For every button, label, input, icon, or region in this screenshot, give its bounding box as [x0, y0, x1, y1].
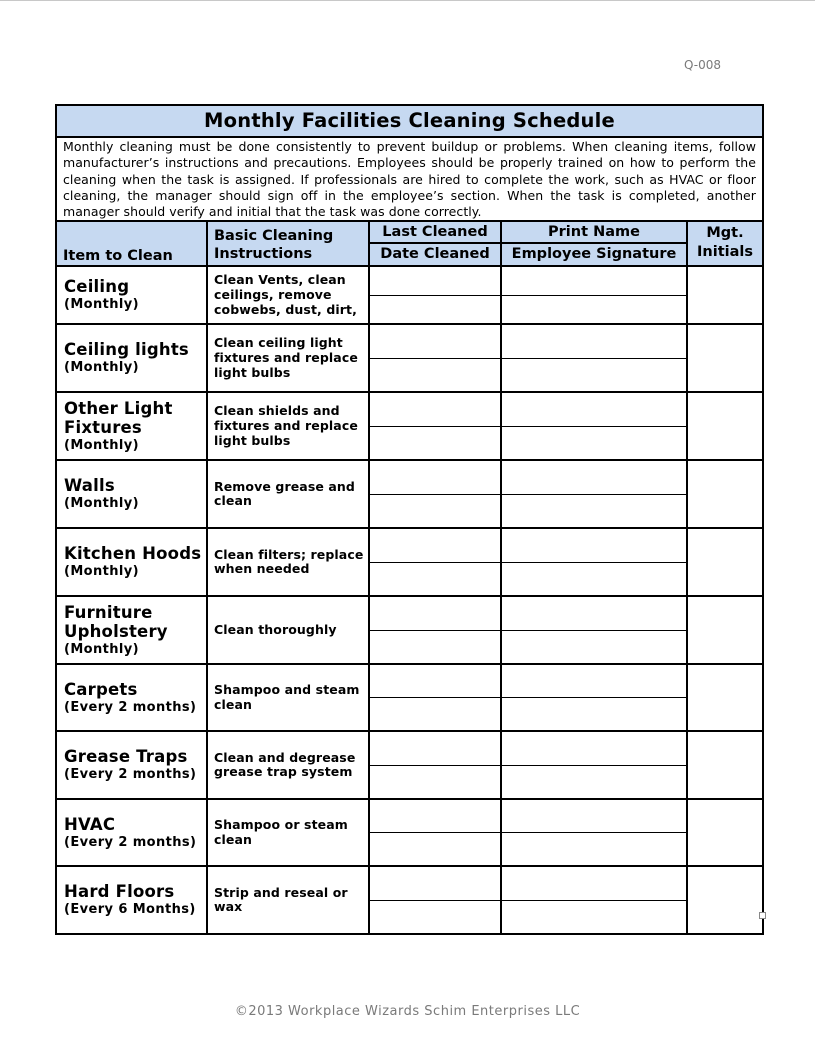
date-cleaned-field-cell: [369, 799, 501, 866]
item-name: Grease Traps: [64, 747, 188, 767]
date-cleaned-field-top[interactable]: [370, 800, 500, 833]
task-row: [56, 460, 763, 528]
item-cell: [56, 596, 207, 664]
employee-signature-field-bottom[interactable]: [502, 495, 686, 527]
date-cleaned-field-top[interactable]: [370, 267, 500, 296]
task-row: [56, 392, 763, 460]
item-name-line2: Upholstery: [64, 621, 168, 641]
date-cleaned-field-cell: [369, 266, 501, 324]
date-cleaned-field-top[interactable]: [370, 529, 500, 563]
employee-signature-field-bottom[interactable]: [502, 833, 686, 865]
item-name: Furniture: [64, 602, 153, 622]
item-cell: [56, 266, 207, 324]
employee-signature-field-cell: [501, 528, 687, 596]
header-item-to-clean: Item to Clean: [56, 221, 207, 266]
header-mgt-initials: [687, 221, 763, 266]
header-mgt-line1: Mgt.: [706, 225, 744, 242]
instructions-cell: Clean ceiling light fixtures and replace light bulbs: [207, 324, 369, 392]
mgt-initials-field[interactable]: [687, 266, 763, 324]
item-cell: [56, 799, 207, 866]
item-frequency: (Monthly): [64, 564, 140, 580]
employee-signature-field-cell: [501, 460, 687, 528]
employee-signature-field-cell: [501, 266, 687, 324]
header-basic-instructions: [207, 221, 369, 266]
employee-signature-field-top[interactable]: [502, 393, 686, 427]
instructions-cell: Clean filters; replace when needed: [207, 528, 369, 596]
item-frequency: (Monthly): [64, 496, 140, 512]
employee-signature-field-top[interactable]: [502, 325, 686, 359]
employee-signature-field-top[interactable]: [502, 267, 686, 296]
date-cleaned-field-top[interactable]: [370, 393, 500, 427]
date-cleaned-field-bottom[interactable]: [370, 766, 500, 798]
employee-signature-field-top[interactable]: [502, 597, 686, 631]
employee-signature-field-top[interactable]: [502, 665, 686, 698]
item-frequency: (Monthly): [64, 641, 140, 657]
employee-signature-field-cell: [501, 664, 687, 731]
date-cleaned-field-top[interactable]: [370, 732, 500, 766]
item-name: Walls: [64, 476, 115, 496]
instructions-cell: Shampoo or steam clean: [207, 799, 369, 866]
instructions-cell: Remove grease and clean: [207, 460, 369, 528]
instructions-cell: Strip and reseal or wax: [207, 866, 369, 934]
task-row: [56, 731, 763, 799]
task-row: [56, 596, 763, 664]
date-cleaned-field-cell: [369, 664, 501, 731]
header-last-cleaned: Last Cleaned: [370, 222, 500, 244]
intro-paragraph: Monthly cleaning must be done consistently to prevent buildup or problems. When cleaning items, follow manufacturer’s instructions and precautions. Employees should be properly trained on how to perform the cleaning when the task is assigned. If professionals are hired to complete the work, such as HVAC or floor cleaning, the manager should sign off in the employee’s section. When the task is completed, another manager should verify and initial that the task was done correctly.: [56, 137, 763, 221]
date-cleaned-field-top[interactable]: [370, 597, 500, 631]
page-top-border: [0, 0, 815, 1]
header-date: [369, 221, 501, 266]
date-cleaned-field-cell: [369, 731, 501, 799]
date-cleaned-field-cell: [369, 866, 501, 934]
item-frequency: (Every 6 Months): [64, 902, 196, 918]
header-employee-signature: Employee Signature: [511, 246, 677, 263]
employee-signature-field-bottom[interactable]: [502, 631, 686, 663]
item-cell: [56, 866, 207, 934]
date-cleaned-field-top[interactable]: [370, 665, 500, 698]
header-print-name: Print Name: [502, 222, 686, 244]
item-frequency: (Monthly): [64, 297, 140, 313]
item-name: Hard Floors: [64, 882, 175, 902]
task-row: [56, 528, 763, 596]
copyright-footer: ©2013 Workplace Wizards Schim Enterprises LLC: [234, 1004, 581, 1019]
employee-signature-field-top[interactable]: [502, 867, 686, 901]
item-frequency: (Monthly): [64, 437, 140, 453]
employee-signature-field-top[interactable]: [502, 732, 686, 766]
date-cleaned-field-bottom[interactable]: [370, 427, 500, 459]
mgt-initials-field[interactable]: [687, 866, 763, 934]
item-name: HVAC: [64, 814, 116, 834]
form-code: Q-008: [684, 58, 722, 72]
header-date-cleaned: Date Cleaned: [380, 246, 490, 263]
instructions-cell: Clean and degrease grease trap system: [207, 731, 369, 799]
employee-signature-field-bottom[interactable]: [502, 296, 686, 323]
item-name: Carpets: [64, 679, 138, 699]
resize-handle[interactable]: [759, 912, 766, 919]
item-cell: [56, 460, 207, 528]
task-row: [56, 664, 763, 731]
item-frequency: (Every 2 months): [64, 699, 197, 715]
mgt-initials-field[interactable]: [687, 460, 763, 528]
item-cell: [56, 392, 207, 460]
mgt-initials-field[interactable]: [687, 324, 763, 392]
employee-signature-field-bottom[interactable]: [502, 359, 686, 391]
date-cleaned-field-bottom[interactable]: [370, 359, 500, 391]
date-cleaned-field-top[interactable]: [370, 461, 500, 495]
cleaning-schedule-table: [55, 104, 764, 935]
instructions-cell: Clean thoroughly: [207, 596, 369, 664]
task-row: [56, 266, 763, 324]
task-row: [56, 866, 763, 934]
schedule-title: Monthly Facilities Cleaning Schedule: [56, 105, 763, 137]
instructions-cell: Clean Vents, clean ceilings, remove cobwebs, dust, dirt,: [207, 266, 369, 324]
task-row: [56, 799, 763, 866]
item-frequency: (Every 2 months): [64, 767, 197, 783]
employee-signature-field-bottom[interactable]: [502, 427, 686, 459]
employee-signature-field-bottom[interactable]: [502, 766, 686, 798]
date-cleaned-field-cell: [369, 596, 501, 664]
employee-signature-field-top[interactable]: [502, 529, 686, 563]
instructions-cell: Clean shields and fixtures and replace light bulbs: [207, 392, 369, 460]
item-name: Other Light: [64, 398, 173, 418]
item-name-line2: Fixtures: [64, 417, 142, 437]
item-frequency: (Every 2 months): [64, 834, 197, 850]
item-frequency: (Monthly): [64, 360, 140, 376]
task-row: [56, 324, 763, 392]
header-basic-line2: Instructions: [214, 246, 313, 263]
item-cell: [56, 324, 207, 392]
date-cleaned-field-bottom[interactable]: [370, 296, 500, 323]
instructions-cell: Shampoo and steam clean: [207, 664, 369, 731]
employee-signature-field-bottom[interactable]: [502, 901, 686, 933]
header-employee: [501, 221, 687, 266]
date-cleaned-field-cell: [369, 324, 501, 392]
item-name: Ceiling lights: [64, 340, 189, 360]
employee-signature-field-bottom[interactable]: [502, 563, 686, 595]
item-cell: [56, 731, 207, 799]
employee-signature-field-cell: [501, 596, 687, 664]
employee-signature-field-top[interactable]: [502, 461, 686, 495]
date-cleaned-field-top[interactable]: [370, 325, 500, 359]
employee-signature-field-cell: [501, 866, 687, 934]
mgt-initials-field[interactable]: [687, 528, 763, 596]
mgt-initials-field[interactable]: [687, 731, 763, 799]
header-mgt-line2: Initials: [697, 244, 753, 261]
header-row: [56, 221, 763, 266]
date-cleaned-field-cell: [369, 392, 501, 460]
date-cleaned-field-bottom[interactable]: [370, 901, 500, 933]
mgt-initials-field[interactable]: [687, 596, 763, 664]
date-cleaned-field-bottom[interactable]: [370, 698, 500, 730]
date-cleaned-field-bottom[interactable]: [370, 631, 500, 663]
date-cleaned-field-bottom[interactable]: [370, 833, 500, 865]
employee-signature-field-cell: [501, 799, 687, 866]
employee-signature-field-cell: [501, 392, 687, 460]
item-name: Ceiling: [64, 277, 130, 297]
mgt-initials-field[interactable]: [687, 664, 763, 731]
employee-signature-field-cell: [501, 731, 687, 799]
date-cleaned-field-top[interactable]: [370, 867, 500, 901]
employee-signature-field-top[interactable]: [502, 800, 686, 833]
item-name: Kitchen Hoods: [64, 544, 202, 564]
date-cleaned-field-cell: [369, 460, 501, 528]
item-cell: [56, 664, 207, 731]
date-cleaned-field-cell: [369, 528, 501, 596]
mgt-initials-field[interactable]: [687, 799, 763, 866]
header-basic-line1: Basic Cleaning: [214, 228, 334, 245]
date-cleaned-field-bottom[interactable]: [370, 563, 500, 595]
employee-signature-field-cell: [501, 324, 687, 392]
employee-signature-field-bottom[interactable]: [502, 698, 686, 730]
item-cell: [56, 528, 207, 596]
date-cleaned-field-bottom[interactable]: [370, 495, 500, 527]
mgt-initials-field[interactable]: [687, 392, 763, 460]
